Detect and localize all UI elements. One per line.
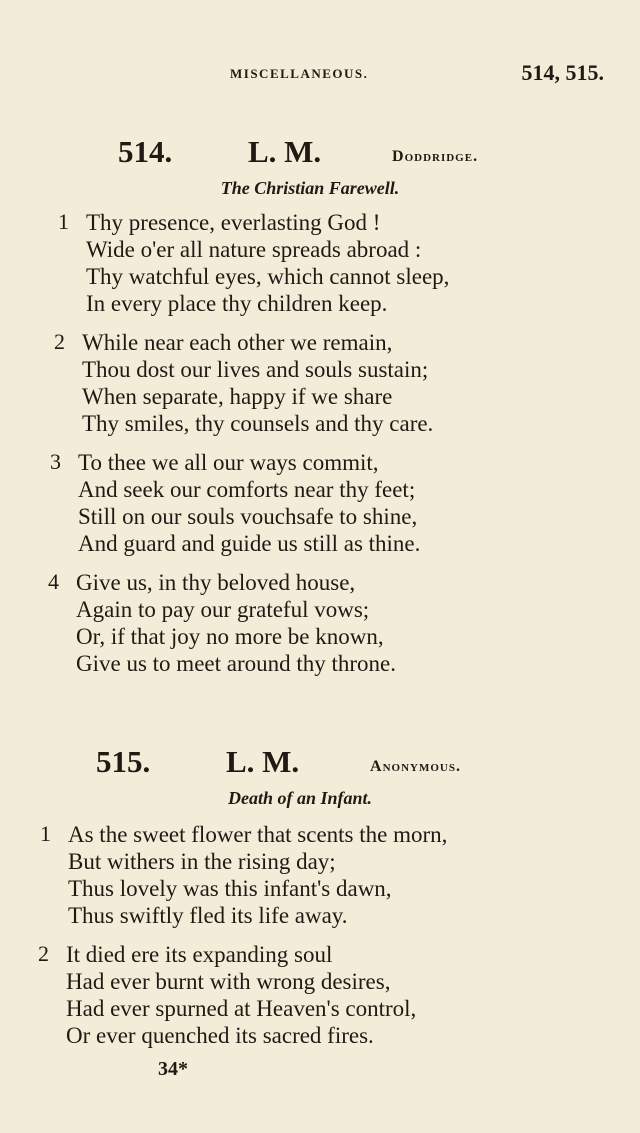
verse [0, 449, 640, 557]
verse-number: 4 [48, 569, 59, 594]
verse [0, 569, 640, 677]
verse-line: Or, if that joy no more be known, [76, 624, 384, 649]
page-numbers: 514, 515. [521, 60, 604, 85]
verse-number: 2 [38, 941, 49, 966]
hymn-number: 515. [96, 744, 151, 779]
hymn-514 [0, 132, 640, 677]
verse-line: Or ever quenched its sacred fires. [66, 1023, 374, 1048]
verse-number: 1 [40, 821, 51, 846]
verse-line: It died ere its expanding soul [66, 942, 333, 967]
verse-line: And seek our comforts near thy feet; [78, 477, 416, 502]
hymn-author: doddridge. [392, 148, 479, 165]
verse-line: Still on our souls vouchsafe to shine, [78, 504, 418, 529]
verse-line: To thee we all our ways commit, [78, 450, 379, 475]
verse-line: Thy smiles, thy counsels and thy care. [82, 411, 434, 436]
hymn-number: 514. [118, 134, 173, 169]
verse [0, 821, 640, 929]
verse-number: 2 [54, 329, 65, 354]
verse-line: Wide o'er all nature spreads abroad : [86, 237, 422, 262]
verse-number: 1 [58, 209, 69, 234]
verse-line: Thy presence, everlasting God ! [86, 210, 381, 235]
hymn-author: anonymous. [370, 758, 461, 775]
verse-line: Thus lovely was this infant's dawn, [68, 876, 392, 901]
hymn-subtitle: The Christian Farewell. [220, 178, 400, 198]
verse-line: Give us, in thy beloved house, [76, 570, 356, 595]
verse-line: Had ever spurned at Heaven's control, [66, 996, 417, 1021]
hymn-meter: L. M. [248, 134, 322, 169]
hymn-header [0, 742, 640, 782]
running-head [0, 60, 640, 94]
verse-line: Thy watchful eyes, which cannot sleep, [86, 264, 450, 289]
verse-number: 3 [50, 449, 61, 474]
hymn-subtitle: Death of an Infant. [227, 788, 373, 808]
verse-line: When separate, happy if we share [82, 384, 393, 409]
verse-line: And guard and guide us still as thine. [78, 531, 421, 556]
hymn-header [0, 132, 640, 172]
signature-mark: 34* [158, 1058, 188, 1080]
verse [0, 209, 640, 317]
verse-line: But withers in the rising day; [68, 849, 336, 874]
section-title: MISCELLANEOUS. [230, 66, 369, 81]
verse-line: Had ever burnt with wrong desires, [66, 969, 391, 994]
verse-line: While near each other we remain, [82, 330, 393, 355]
verse-line: Again to pay our grateful vows; [76, 597, 370, 622]
verse [0, 329, 640, 437]
verse-line: Give us to meet around thy throne. [76, 651, 397, 676]
hymn-515 [0, 742, 640, 1049]
verse-line: In every place thy children keep. [86, 291, 388, 316]
hymn-meter: L. M. [226, 744, 300, 779]
verse-line: Thou dost our lives and souls sustain; [82, 357, 429, 382]
verse-line: As the sweet flower that scents the morn, [68, 822, 448, 847]
verse-line: Thus swiftly fled its life away. [68, 903, 348, 928]
verse [0, 941, 640, 1049]
